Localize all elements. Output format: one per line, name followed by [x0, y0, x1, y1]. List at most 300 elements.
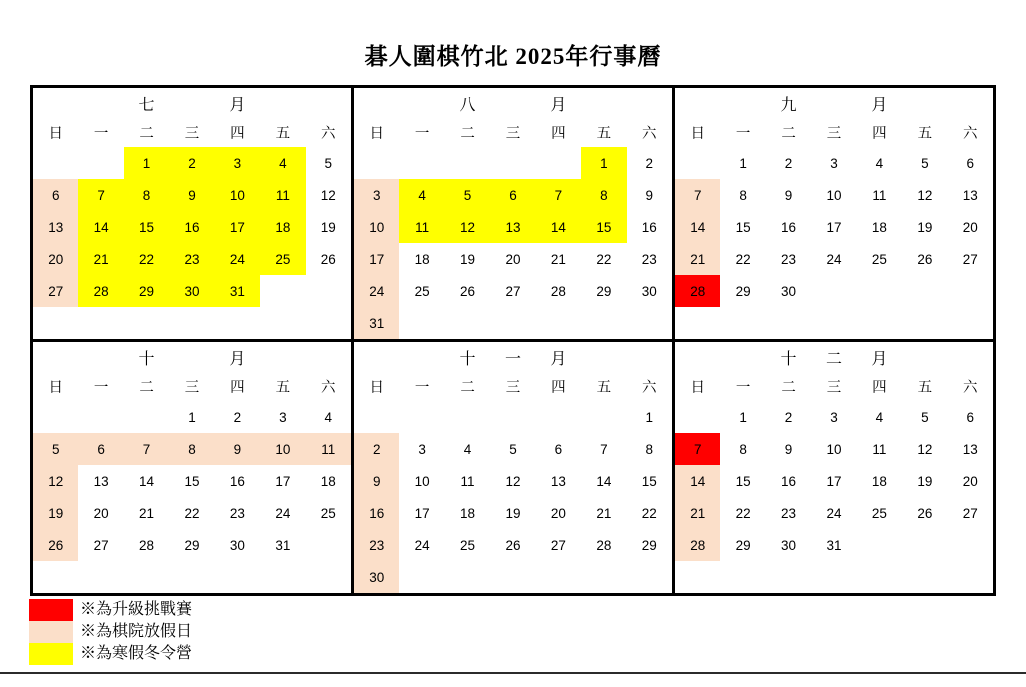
day-header-row: [354, 118, 672, 147]
december-day-30: 30: [781, 537, 797, 553]
august-day-15: 15: [581, 211, 626, 243]
november-day-9: 9: [354, 465, 399, 497]
month-title-spacer: [169, 88, 214, 118]
day-header-row: [33, 372, 351, 401]
legend-label: ※為棋院放假日: [80, 623, 193, 640]
october-day-13: 13: [93, 473, 109, 489]
month-title-spacer: [811, 88, 856, 118]
empty-cell: [169, 561, 214, 593]
october-day-4: 4: [324, 409, 333, 425]
month-title-spacer: [78, 342, 123, 372]
august-day-6: 6: [490, 179, 535, 211]
august-day-3: 3: [354, 179, 399, 211]
legend-swatch-red: [29, 599, 73, 621]
december-day-13: 13: [962, 441, 978, 457]
july-day-28: 28: [78, 275, 123, 307]
september-day-30: 30: [781, 283, 797, 299]
september-day-7: 7: [675, 179, 720, 211]
august-day-9: 9: [645, 187, 654, 203]
august-day-14: 14: [536, 211, 581, 243]
day-header: 一: [93, 380, 109, 396]
empty-cell: [124, 401, 169, 433]
week-row: [354, 179, 672, 211]
legend: [29, 599, 192, 665]
empty-cell: [811, 307, 856, 339]
empty-cell: [490, 561, 535, 593]
november-day-18: 18: [460, 505, 476, 521]
september-day-15: 15: [735, 219, 751, 235]
empty-cell: [33, 561, 78, 593]
month-title-char: 月: [550, 96, 567, 114]
day-header: 二: [781, 380, 796, 396]
week-row: [33, 465, 351, 497]
september-day-4: 4: [875, 155, 884, 171]
october-day-29: 29: [184, 537, 200, 553]
july-day-11: 11: [260, 179, 305, 211]
legend-row-winter-camp: [29, 643, 192, 665]
month-title-char: 十: [459, 350, 476, 368]
month-title-char: 二: [825, 350, 842, 368]
november-day-4: 4: [463, 441, 472, 457]
november-day-22: 22: [641, 505, 657, 521]
july-day-21: 21: [78, 243, 123, 275]
december-day-2: 2: [784, 409, 793, 425]
november-day-25: 25: [460, 537, 476, 553]
july-day-29: 29: [124, 275, 169, 307]
december-day-10: 10: [826, 441, 842, 457]
week-row: [675, 401, 993, 433]
week-row: [354, 433, 672, 465]
september-day-18: 18: [871, 219, 887, 235]
empty-cell: [675, 147, 720, 179]
week-row: [675, 179, 993, 211]
day-header: 日: [690, 380, 705, 396]
october-day-3: 3: [279, 409, 287, 425]
december-day-23: 23: [781, 505, 797, 521]
october-day-12: 12: [33, 465, 78, 497]
november-day-5: 5: [509, 441, 517, 457]
empty-cell: [581, 561, 626, 593]
august-day-20: 20: [505, 251, 521, 267]
calendar-grid: [30, 85, 996, 596]
month-title-char: 月: [871, 350, 888, 368]
october-day-16: 16: [229, 473, 245, 489]
july-day-26: 26: [320, 251, 336, 267]
month-panel-july: [33, 88, 351, 339]
month-title-spacer: [675, 88, 720, 118]
september-day-3: 3: [830, 155, 838, 171]
empty-cell: [124, 561, 169, 593]
day-header: 六: [321, 380, 336, 396]
page-title: 碁人圍棋竹北 2025年行事曆: [364, 44, 662, 69]
empty-cell: [124, 307, 169, 339]
december-day-4: 4: [875, 409, 884, 425]
day-header: 五: [596, 380, 612, 396]
empty-cell: [78, 401, 123, 433]
november-day-6: 6: [554, 441, 563, 457]
empty-cell: [948, 307, 993, 339]
month-title-char: 月: [229, 96, 246, 114]
july-day-4: 4: [260, 147, 305, 179]
week-row: [354, 561, 672, 593]
month-title-spacer: [399, 88, 444, 118]
empty-cell: [33, 401, 78, 433]
month-title-spacer: [354, 88, 399, 118]
month-title-spacer: [902, 342, 947, 372]
week-row: [354, 243, 672, 275]
july-day-14: 14: [78, 211, 123, 243]
month-title-spacer: [581, 88, 626, 118]
august-day-21: 21: [550, 251, 566, 267]
empty-cell: [857, 561, 902, 593]
week-row: [675, 465, 993, 497]
day-header: 六: [321, 126, 336, 142]
august-day-8: 8: [581, 179, 626, 211]
july-day-1: 1: [124, 147, 169, 179]
month-panel-december: [675, 342, 993, 593]
month-title-char: 九: [780, 96, 797, 114]
month-title-august: [354, 88, 672, 118]
november-day-2: 2: [354, 433, 399, 465]
month-title-spacer: [78, 88, 123, 118]
day-header: 一: [414, 380, 430, 396]
november-day-28: 28: [596, 537, 612, 553]
day-header-row: [675, 118, 993, 147]
september-day-26: 26: [917, 251, 933, 267]
empty-cell: [536, 307, 581, 339]
august-day-13: 13: [490, 211, 535, 243]
month-title-char: 十: [138, 350, 155, 368]
november-day-21: 21: [596, 505, 612, 521]
october-day-23: 23: [229, 505, 245, 521]
july-day-13: 13: [33, 211, 78, 243]
july-day-20: 20: [33, 243, 78, 275]
week-row: [354, 275, 672, 307]
october-day-21: 21: [139, 505, 155, 521]
september-day-5: 5: [921, 155, 929, 171]
december-day-7: 7: [675, 433, 720, 465]
month-title-september: [675, 88, 993, 118]
november-day-10: 10: [414, 473, 430, 489]
august-day-27: 27: [505, 283, 521, 299]
december-day-24: 24: [826, 505, 842, 521]
month-title-spacer: [675, 342, 720, 372]
december-day-19: 19: [917, 473, 933, 489]
empty-cell: [306, 307, 351, 339]
december-day-29: 29: [735, 537, 751, 553]
week-row: [675, 243, 993, 275]
day-header: 六: [642, 126, 657, 142]
week-row: [33, 433, 351, 465]
empty-cell: [78, 561, 123, 593]
empty-cell: [720, 307, 765, 339]
empty-cell: [169, 307, 214, 339]
day-header: 三: [826, 126, 842, 142]
december-day-21: 21: [675, 497, 720, 529]
empty-cell: [675, 401, 720, 433]
empty-cell: [902, 561, 947, 593]
month-panel-october: [33, 342, 351, 593]
december-day-15: 15: [735, 473, 751, 489]
week-row: [675, 561, 993, 593]
day-header: 四: [872, 126, 887, 142]
day-header: 四: [872, 380, 887, 396]
september-day-20: 20: [962, 219, 978, 235]
empty-cell: [581, 307, 626, 339]
day-header: 日: [48, 126, 63, 142]
empty-cell: [445, 561, 490, 593]
november-day-11: 11: [460, 473, 475, 489]
july-day-5: 5: [324, 155, 333, 171]
empty-cell: [581, 401, 626, 433]
october-day-17: 17: [275, 473, 291, 489]
day-header: 五: [275, 380, 291, 396]
july-day-19: 19: [320, 219, 336, 235]
july-day-3: 3: [215, 147, 260, 179]
day-header: 四: [551, 126, 566, 142]
week-row: [354, 307, 672, 339]
month-title-december: [675, 342, 993, 372]
september-day-6: 6: [966, 155, 975, 171]
august-day-12: 12: [445, 211, 490, 243]
july-day-31: 31: [215, 275, 260, 307]
empty-cell: [215, 561, 260, 593]
december-day-1: 1: [739, 409, 747, 425]
day-header: 四: [230, 126, 245, 142]
empty-cell: [766, 307, 811, 339]
august-day-5: 5: [445, 179, 490, 211]
september-day-29: 29: [735, 283, 751, 299]
day-header: 四: [551, 380, 566, 396]
month-title-spacer: [33, 342, 78, 372]
empty-cell: [766, 561, 811, 593]
month-title-spacer: [33, 88, 78, 118]
day-header: 一: [93, 126, 109, 142]
july-day-2: 2: [169, 147, 214, 179]
month-title-spacer: [490, 88, 535, 118]
october-day-14: 14: [139, 473, 155, 489]
month-title-spacer: [902, 88, 947, 118]
empty-cell: [675, 307, 720, 339]
december-day-3: 3: [830, 409, 838, 425]
day-header: 二: [781, 126, 796, 142]
empty-cell: [490, 401, 535, 433]
december-day-20: 20: [962, 473, 978, 489]
empty-cell: [627, 561, 672, 593]
empty-cell: [215, 307, 260, 339]
month-title-spacer: [399, 342, 444, 372]
month-title-spacer: [354, 342, 399, 372]
december-day-9: 9: [784, 441, 793, 457]
empty-cell: [490, 307, 535, 339]
september-day-27: 27: [962, 251, 978, 267]
august-day-1: 1: [581, 147, 626, 179]
week-row: [675, 529, 993, 561]
day-header: 一: [414, 126, 430, 142]
day-header: 三: [505, 380, 521, 396]
december-day-27: 27: [962, 505, 978, 521]
month-title-char: 一: [504, 350, 521, 368]
july-day-24: 24: [215, 243, 260, 275]
week-row: [354, 211, 672, 243]
week-row: [675, 147, 993, 179]
month-title-spacer: [948, 342, 993, 372]
empty-cell: [260, 561, 305, 593]
september-day-25: 25: [871, 251, 887, 267]
november-day-12: 12: [505, 473, 521, 489]
day-header: 六: [963, 126, 978, 142]
august-day-2: 2: [645, 155, 654, 171]
week-row: [675, 307, 993, 339]
week-row: [33, 497, 351, 529]
legend-row-promotion-match: [29, 599, 192, 621]
august-day-19: 19: [460, 251, 476, 267]
september-day-21: 21: [675, 243, 720, 275]
day-header: 一: [735, 126, 751, 142]
empty-cell: [78, 147, 123, 179]
week-row: [675, 211, 993, 243]
september-day-17: 17: [826, 219, 842, 235]
legend-label: ※為寒假冬令營: [80, 645, 193, 662]
december-day-6: 6: [966, 409, 975, 425]
july-day-12: 12: [320, 187, 336, 203]
july-day-23: 23: [169, 243, 214, 275]
month-title-spacer: [627, 88, 672, 118]
november-day-30: 30: [354, 561, 399, 593]
september-day-19: 19: [917, 219, 933, 235]
october-day-8: 8: [169, 433, 214, 465]
november-day-27: 27: [550, 537, 566, 553]
empty-cell: [33, 307, 78, 339]
october-day-10: 10: [260, 433, 305, 465]
october-day-5: 5: [33, 433, 78, 465]
empty-cell: [33, 147, 78, 179]
empty-cell: [399, 561, 444, 593]
empty-cell: [354, 401, 399, 433]
legend-swatch-peach: [29, 621, 73, 643]
empty-cell: [857, 275, 902, 307]
month-title-char: 月: [871, 96, 888, 114]
november-day-23: 23: [354, 529, 399, 561]
august-day-29: 29: [596, 283, 612, 299]
week-row: [33, 529, 351, 561]
month-title-spacer: [260, 342, 305, 372]
october-day-19: 19: [33, 497, 78, 529]
day-header: 六: [963, 380, 978, 396]
week-row: [675, 433, 993, 465]
day-header: 日: [48, 380, 63, 396]
september-day-12: 12: [917, 187, 933, 203]
december-day-25: 25: [871, 505, 887, 521]
week-row: [33, 307, 351, 339]
empty-cell: [445, 147, 490, 179]
month-title-spacer: [306, 88, 351, 118]
empty-cell: [902, 529, 947, 561]
month-title-october: [33, 342, 351, 372]
day-header: 二: [460, 126, 475, 142]
october-day-11: 11: [306, 433, 351, 465]
october-day-20: 20: [93, 505, 109, 521]
november-day-3: 3: [418, 441, 426, 457]
october-day-31: 31: [275, 537, 291, 553]
august-day-18: 18: [414, 251, 430, 267]
november-day-7: 7: [600, 441, 608, 457]
september-day-10: 10: [826, 187, 842, 203]
july-day-17: 17: [215, 211, 260, 243]
day-header: 五: [917, 126, 933, 142]
empty-cell: [306, 561, 351, 593]
empty-cell: [399, 401, 444, 433]
july-day-15: 15: [124, 211, 169, 243]
empty-cell: [720, 561, 765, 593]
october-day-2: 2: [233, 409, 242, 425]
july-day-25: 25: [260, 243, 305, 275]
august-day-31: 31: [354, 307, 399, 339]
august-day-10: 10: [354, 211, 399, 243]
july-day-16: 16: [169, 211, 214, 243]
week-row: [354, 401, 672, 433]
empty-cell: [675, 561, 720, 593]
week-row: [354, 497, 672, 529]
empty-cell: [536, 147, 581, 179]
august-day-17: 17: [354, 243, 399, 275]
december-day-16: 16: [781, 473, 797, 489]
empty-cell: [445, 401, 490, 433]
september-day-1: 1: [739, 155, 747, 171]
september-day-28: 28: [675, 275, 720, 307]
week-row: [33, 401, 351, 433]
day-header: 五: [596, 126, 612, 142]
november-day-16: 16: [354, 497, 399, 529]
october-day-26: 26: [33, 529, 78, 561]
september-day-22: 22: [735, 251, 751, 267]
page-bottom-rule: [0, 672, 1026, 674]
august-day-16: 16: [641, 219, 657, 235]
august-day-4: 4: [399, 179, 444, 211]
day-header: 六: [642, 380, 657, 396]
october-day-22: 22: [184, 505, 200, 521]
day-header: 日: [690, 126, 705, 142]
november-day-24: 24: [414, 537, 430, 553]
month-title-spacer: [169, 342, 214, 372]
november-day-1: 1: [645, 409, 654, 425]
august-day-28: 28: [550, 283, 566, 299]
october-day-27: 27: [93, 537, 109, 553]
month-title-char: 十: [780, 350, 797, 368]
week-row: [33, 147, 351, 179]
legend-label: ※為升級挑戰賽: [80, 601, 193, 618]
november-day-14: 14: [596, 473, 612, 489]
month-title-char: 八: [459, 96, 476, 114]
empty-cell: [260, 275, 305, 307]
month-panel-september: [675, 88, 993, 339]
december-day-31: 31: [826, 537, 842, 553]
week-row: [354, 465, 672, 497]
day-header: 三: [184, 380, 200, 396]
october-day-15: 15: [184, 473, 200, 489]
september-day-9: 9: [784, 187, 793, 203]
empty-cell: [399, 147, 444, 179]
month-title-spacer: [260, 88, 305, 118]
july-day-9: 9: [169, 179, 214, 211]
november-day-13: 13: [550, 473, 566, 489]
empty-cell: [445, 307, 490, 339]
november-day-8: 8: [645, 441, 654, 457]
december-day-5: 5: [921, 409, 929, 425]
july-day-10: 10: [215, 179, 260, 211]
august-day-30: 30: [641, 283, 657, 299]
september-day-2: 2: [784, 155, 793, 171]
